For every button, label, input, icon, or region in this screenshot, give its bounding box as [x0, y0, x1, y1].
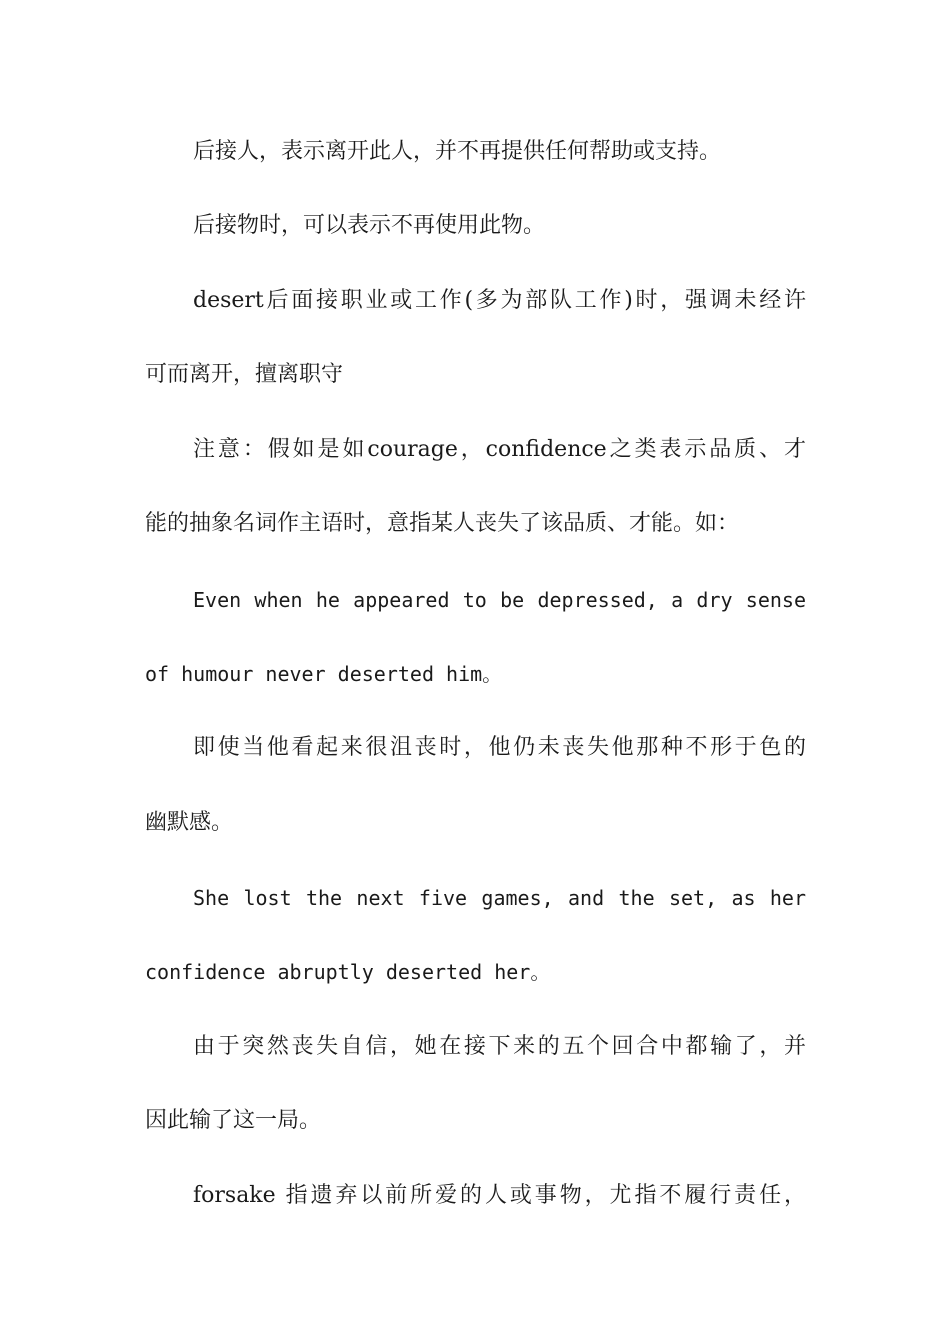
translation-line: 即使当他看起来很沮丧时，他仍未丧失他那种不形于色的 — [193, 735, 806, 760]
paragraph-line: 后接物时，可以表示不再使用此物。 — [193, 213, 546, 238]
paragraph-line: 后接人，表示离开此人，并不再提供任何帮助或支持。 — [193, 139, 722, 164]
paragraph-line: 可而离开，擅离职守 — [145, 362, 344, 387]
paragraph-line: desert后面接职业或工作(多为部队工作)时，强调未经许 — [193, 288, 806, 313]
paragraph-line: 能的抽象名词作主语时，意指某人丧失了该品质、才能。如： — [145, 511, 740, 536]
example-sentence-line: Even when he appeared to be depressed, a dry sense — [193, 588, 806, 612]
translation-line: 幽默感。 — [145, 810, 234, 835]
translation-line: 因此输了这一局。 — [145, 1108, 322, 1133]
example-sentence-line: of humour never deserted him。 — [145, 662, 503, 686]
paragraph-line: forsake 指遗弃以前所爱的人或事物，尤指不履行责任， — [193, 1183, 806, 1208]
translation-line: 由于突然丧失自信，她在接下来的五个回合中都输了，并 — [193, 1034, 806, 1059]
example-sentence-line: confidence abruptly deserted her。 — [145, 960, 551, 984]
example-sentence-line: She lost the next five games, and the set, as her — [193, 886, 806, 910]
paragraph-line: 注意：假如是如courage，confidence之类表示品质、才 — [193, 437, 806, 462]
